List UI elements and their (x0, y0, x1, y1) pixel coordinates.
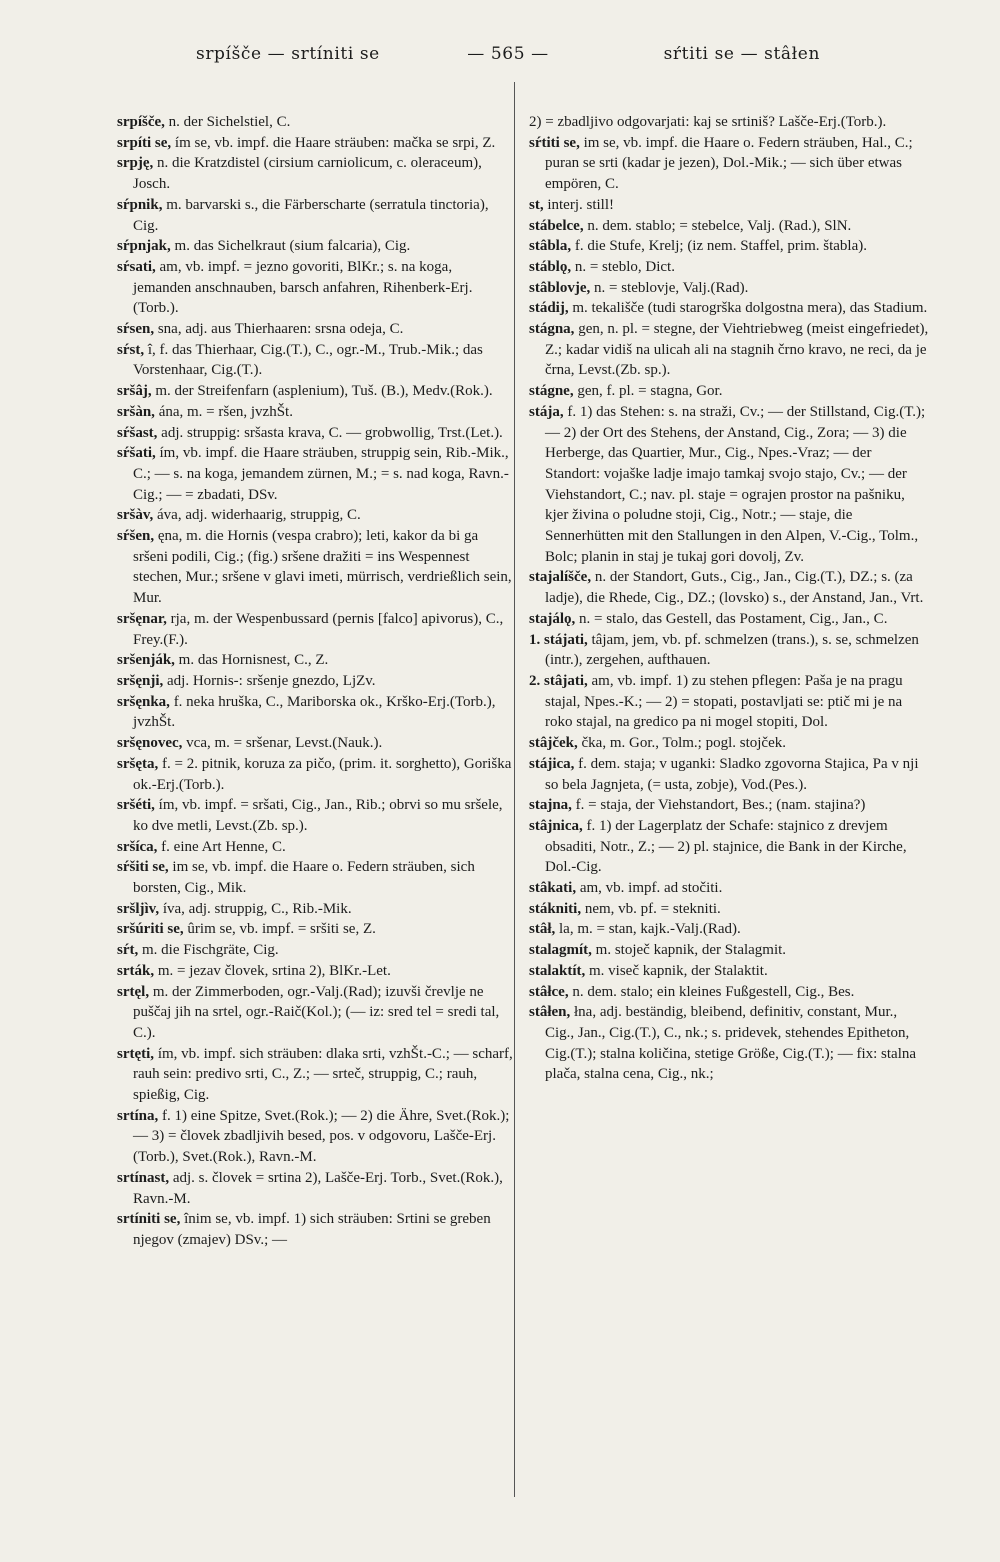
dictionary-entry (117, 857, 513, 898)
entry-definition: f. eine Art Henne, C. (161, 838, 286, 855)
dictionary-entry (117, 961, 513, 982)
page-header (118, 44, 920, 64)
dictionary-entry (117, 443, 513, 505)
dictionary-entry (117, 381, 513, 402)
entry-headword: sršúriti se, (117, 921, 184, 938)
entry-definition: m. das Sichelkraut (sium falcaria), Cig. (174, 238, 411, 255)
page-number: — 565 — (467, 44, 549, 64)
dictionary-entry (117, 919, 513, 940)
dictionary-entry (117, 899, 513, 920)
entry-definition: m. tekališče (tudi starogrška dolgostna mera), das Stadium. (572, 300, 928, 317)
entry-definition: ím, vb. impf. die Haare sträuben, struppig sein, Rib.-Mik., C.; — s. na koga, jemandem zürnen, M.; = s. nad koga, Ravn.-Cig.; — = zbadati, DSv. (133, 445, 509, 503)
entry-definition: f. die Stufe, Krelj; (iz nem. Staffel, prim. štabla). (574, 238, 867, 255)
entry-headword: sŕpnik, (117, 196, 163, 213)
entry-definition: adj. s. človek = srtina 2), Lašče-Erj. Torb., Svet.(Rok.), Ravn.-M. (133, 1169, 503, 1207)
dictionary-entry (529, 630, 929, 671)
entry-definition: m. stoječ kapnik, der Stalagmit. (595, 942, 787, 959)
entry-definition: gen, n. pl. = stegne, der Viehtriebweg (meist eingefriedet), Z.; kadar vidiš na ulicah ali na stagnih črno kravo, ne reci, da je črna, Levst.(Zb. sp.). (545, 321, 929, 379)
entry-definition: interj. still! (547, 196, 615, 213)
entry-definition: n. der Sichelstiel, C. (168, 114, 291, 130)
entry-definition: m. = jezav človek, srtina 2), BlKr.-Let. (157, 962, 391, 979)
entry-definition: sna, adj. aus Thierhaaren: srsna odeja, C. (157, 321, 404, 338)
entry-definition: înim se, vb. impf. 1) sich sträuben: Srtini se greben njegov (zmajev) DSv.; — (133, 1211, 491, 1248)
entry-headword: stákniti, (529, 900, 582, 917)
dictionary-entry (117, 754, 513, 795)
dictionary-entry (529, 402, 929, 568)
header-left-guideword: srpíšče — srtíniti se (196, 44, 380, 64)
dictionary-entry (529, 961, 929, 982)
entry-definition: im se, vb. impf. die Haare o. Federn sträuben, Hal., C.; puran se srti (kadar je jezen), Dol.-Mik.; — sich über etwas empören, C. (545, 134, 913, 193)
dictionary-entry (117, 505, 513, 526)
entry-definition: la, m. = stan, kajk.-Valj.(Rad). (559, 921, 741, 938)
entry-headword: stájica, (529, 755, 575, 772)
entry-definition: am, vb. impf. ad stočiti. (579, 880, 723, 897)
entry-definition: f. 1) der Lagerplatz der Schafe: stajnico z drevjem obsaditi, Notr., Z.; — 2) pl. stajnice, die Bank in der Kirche, Dol.-Cig. (545, 817, 907, 876)
dictionary-entry (117, 153, 513, 194)
entry-definition: am, vb. impf. = jezno govoriti, BlKr.; s. na koga, jemanden anschnauben, barsch anfahren, Rihenberk-Erj.(Torb.). (133, 258, 473, 317)
entry-headword: stâkati, (529, 880, 577, 897)
dictionary-entry (117, 195, 513, 236)
entry-headword: sŕsati, (117, 258, 156, 275)
entry-headword: sŕšiti se, (117, 859, 169, 876)
left-column (117, 112, 513, 1251)
entry-headword: sršęnovec, (117, 735, 183, 752)
dictionary-entry (117, 112, 513, 133)
dictionary-entry (529, 733, 929, 754)
entry-headword: 1. stájati, (529, 631, 588, 648)
dictionary-entry (529, 278, 929, 299)
dictionary-entry (529, 381, 929, 402)
dictionary-entry (117, 609, 513, 650)
dictionary-entry (117, 319, 513, 340)
entry-definition: ím se, vb. impf. die Haare sträuben: mačka se srpi, Z. (174, 134, 496, 151)
entry-headword: stâłen, (529, 1004, 571, 1021)
entry-definition: n. der Standort, Guts., Cig., Jan., Cig.(T.), DZ.; s. (za ladje), die Rhede, Cig., DZ.; (lovsko) s., der Anstand, Jan., Vrt. (545, 569, 924, 607)
entry-definition: n. = stalo, das Gestell, das Postament, Cig., Jan., C. (579, 610, 888, 627)
entry-headword: sršéti, (117, 797, 155, 814)
entry-headword: sŕpnjak, (117, 238, 171, 255)
dictionary-entry (529, 133, 929, 195)
dictionary-entry (117, 650, 513, 671)
entry-headword: sŕt, (117, 942, 139, 959)
entry-definition: f. = staja, der Viehstandort, Bes.; (nam. stajina?) (575, 797, 866, 814)
entry-headword: stâjnica, (529, 817, 583, 834)
entry-headword: sršęnji, (117, 672, 164, 689)
entry-definition: am, vb. impf. 1) zu stehen pflegen: Paša je na pragu stajal, Npes.-K.; — 2) = stopati, postavljati se: ptič mi je na roko stajal, na gredico pa ni mogel stopiti, Dol. (545, 672, 903, 731)
entry-headword: srpję, (117, 155, 154, 172)
entry-headword: stâblovje, (529, 279, 591, 296)
dictionary-entry (529, 609, 929, 630)
dictionary-entry (529, 195, 929, 216)
entry-headword: stája, (529, 403, 564, 420)
entry-headword: srták, (117, 962, 155, 979)
entry-headword: sršęnka, (117, 693, 170, 710)
entry-definition: ím, vb. impf. sich sträuben: dlaka srti, vzhŠt.-C.; — scharf, rauh sein: predivo srti, C., Z.; — srteč, struppig, C.; rauh, spießig, Cig. (133, 1045, 513, 1104)
entry-definition: čka, m. Gor., Tolm.; pogl. stojček. (581, 735, 786, 752)
entry-definition: m. der Streifenfarn (asplenium), Tuš. (B.), Medv.(Rok.). (155, 383, 493, 400)
entry-headword: stábelce, (529, 217, 584, 234)
dictionary-entry (529, 298, 929, 319)
entry-definition: łna, adj. beständig, bleibend, definitiv, constant, Mur., Cig., Jan., Cig.(T.), C., nk.; s. pridevek, stehendes Epitheton, Cig.(T.); stalna količina, stetige Größe, Cig.(T.); — fix: stalna plača, stalna cena, Cig., nk.; (545, 1004, 917, 1083)
right-column (529, 112, 929, 1085)
entry-definition: ęna, m. die Hornis (vespa crabro); leti, kakor da bi ga sršeni podili, Cig.; (fig.) sršene dražiti = ins Wespennest stechen, Mur.; sršene v glavi imeti, mürrisch, verdrießlich sein, Mur. (133, 528, 512, 607)
entry-definition: î, f. das Thierhaar, Cig.(T.), C., ogr.-M., Trub.-Mik.; das Vorstenhaar, Cig.(T.). (133, 341, 483, 379)
entry-headword: stajalíšče, (529, 569, 592, 586)
entry-headword: srpíti se, (117, 134, 172, 151)
entry-headword: stâłce, (529, 983, 569, 1000)
entry-definition: m. barvarski s., die Färberscharte (serratula tinctoria), Cig. (133, 196, 489, 234)
dictionary-entry (529, 919, 929, 940)
entry-headword: stáblǫ, (529, 258, 572, 275)
entry-definition: áva, adj. widerhaarig, struppig, C. (157, 507, 361, 524)
entry-definition: rja, m. der Wespenbussard (pernis [falco] apivorus), C., Frey.(F.). (133, 610, 504, 648)
dictionary-entry (529, 816, 929, 878)
dictionary-entry (117, 733, 513, 754)
entry-definition: gen, f. pl. = stagna, Gor. (577, 383, 723, 400)
entry-headword: stalaktít, (529, 962, 586, 979)
entry-headword: srtęl, (117, 983, 150, 1000)
entry-headword: sŕtiti se, (529, 134, 580, 151)
dictionary-entry (529, 982, 929, 1003)
dictionary-entry (117, 671, 513, 692)
column-divider (514, 82, 515, 1497)
entry-definition: adj. struppig: sršasta krava, C. — grobwollig, Trst.(Let.). (161, 424, 503, 441)
dictionary-entry (529, 1002, 929, 1085)
entry-definition: n. dem. stalo; ein kleines Fußgestell, Cig., Bes. (572, 983, 855, 1000)
entry-headword: stágna, (529, 321, 575, 338)
entry-headword: 2. stâjati, (529, 672, 588, 689)
entry-definition: n. = steblovje, Valj.(Rad). (594, 279, 749, 296)
entry-headword: sŕšast, (117, 424, 158, 441)
entry-definition: nem, vb. pf. = stekniti. (584, 900, 721, 917)
dictionary-entry (529, 878, 929, 899)
entry-headword: stâjček, (529, 735, 578, 752)
entry-definition: íva, adj. struppig, C., Rib.-Mik. (162, 900, 352, 917)
entry-headword: stâbla, (529, 238, 572, 255)
entry-headword: stalagmít, (529, 942, 592, 959)
dictionary-entry (117, 1168, 513, 1209)
entry-headword: sršâj, (117, 383, 152, 400)
entry-headword: sršęnar, (117, 610, 167, 627)
entry-definition: adj. Hornis-: sršenje gnezdo, LjZv. (167, 672, 376, 689)
entry-headword: sršljìv, (117, 900, 160, 917)
entry-headword: sŕšati, (117, 445, 156, 462)
entry-headword: sršàv, (117, 507, 154, 524)
dictionary-entry (529, 319, 929, 381)
dictionary-entry (117, 526, 513, 609)
entry-definition: f. = 2. pitnik, koruza za pičo, (prim. it. sorghetto), Goriška ok.-Erj.(Torb.). (133, 755, 512, 793)
entry-headword: sršíca, (117, 838, 158, 855)
dictionary-entry (529, 567, 929, 608)
dictionary-entry (117, 423, 513, 444)
dictionary-entry (117, 1106, 513, 1168)
entry-definition: n. = steblo, Dict. (574, 258, 675, 275)
entry-headword: sršàn, (117, 403, 155, 420)
entry-headword: srtęti, (117, 1045, 155, 1062)
entry-headword: srtíniti se, (117, 1211, 181, 1228)
entry-definition: vca, m. = sršenar, Levst.(Nauk.). (186, 735, 383, 752)
dictionary-entry (117, 133, 513, 154)
entry-headword: sŕsen, (117, 321, 155, 338)
entry-definition: f. 1) das Stehen: s. na straži, Cv.; — der Stillstand, Cig.(T.); — 2) der Ort des Stehens, der Anstand, Cig., Zora; — 3) die Herberge, das Quartier, Mur., Cig., Npes.-Vraz; — der Standort: vojaške ladje imajo tamkaj svojo stajo, Cv.; — der Viehstandort, C.; nav. pl. staje = ograjen prostor na pašniku, kjer živina o poludne stoji, Cig., Notr.; — staje, die Sennerhütten mit den Stallungen in den Alpen, V.-Cig., Tolm., Bolc; planin in staj je tukaj gori dovolj, Zv. (545, 403, 926, 565)
entry-headword: stajna, (529, 797, 572, 814)
dictionary-entry (529, 795, 929, 816)
entry-definition: tâjam, jem, vb. pf. schmelzen (trans.), s. se, schmelzen (intr.), zergehen, aufthauen. (545, 631, 919, 669)
header-right-guideword: sŕtiti se — stâłen (663, 44, 820, 64)
dictionary-entry (529, 257, 929, 278)
dictionary-entry (529, 216, 929, 237)
entry-definition: m. viseč kapnik, der Stalaktit. (589, 962, 768, 979)
dictionary-entry (529, 899, 929, 920)
dictionary-entry (117, 1209, 513, 1250)
entry-headword: stádij, (529, 300, 569, 317)
entry-headword: sršęta, (117, 755, 159, 772)
dictionary-entry (529, 236, 929, 257)
entry-headword: stâł, (529, 921, 556, 938)
dictionary-entry (117, 340, 513, 381)
dictionary-entry (529, 112, 929, 133)
entry-definition: f. neka hruška, C., Mariborska ok., Krško-Erj.(Torb.), jvzhŠt. (133, 693, 496, 731)
entry-headword: sršenják, (117, 652, 175, 669)
entry-headword: st, (529, 196, 544, 213)
entry-headword: srtína, (117, 1107, 159, 1124)
entry-definition: f. 1) eine Spitze, Svet.(Rok.); — 2) die Ähre, Svet.(Rok.); — 3) = človek zbadljivih besed, pos. v odgovoru, Lašče-Erj.(Torb.), Svet.(Rok.), Ravn.-M. (133, 1107, 510, 1166)
dictionary-entry (117, 982, 513, 1044)
entry-definition: f. dem. staja; v uganki: Sladko zgovorna Stajica, Pa v nji so bela Jagnjeta, (= usta, zobje), Vod.(Pes.). (545, 755, 919, 793)
entry-headword: sŕst, (117, 341, 145, 358)
dictionary-entry (117, 402, 513, 423)
dictionary-entry (529, 940, 929, 961)
entry-definition: ána, m. = ršen, jvzhŠt. (158, 403, 293, 420)
entry-headword: srtínast, (117, 1169, 170, 1186)
entry-definition: m. die Fischgräte, Cig. (142, 942, 279, 959)
dictionary-entry (117, 795, 513, 836)
dictionary-entry (529, 754, 929, 795)
entry-headword: srpíšče, (117, 114, 165, 130)
entry-definition: ûrim se, vb. impf. = sršiti se, Z. (187, 921, 376, 938)
dictionary-entry (117, 837, 513, 858)
entry-definition: ím, vb. impf. = sršati, Cig., Jan., Rib.; obrvi so mu sršele, ko dve metli, Levst.(Zb. sp.). (133, 797, 503, 834)
entry-definition: m. das Hornisnest, C., Z. (178, 652, 329, 669)
dictionary-entry (117, 236, 513, 257)
entry-headword: stágne, (529, 383, 574, 400)
dictionary-entry (117, 692, 513, 733)
entry-definition: n. die Kratzdistel (cirsium carniolicum, c. oleraceum), Josch. (133, 155, 482, 193)
entry-definition: 2) = zbadljivo odgovarjati: kaj se srtiniš? Lašče-Erj.(Torb.). (529, 114, 887, 130)
entry-definition: im se, vb. impf. die Haare o. Federn sträuben, sich borsten, Cig., Mik. (133, 859, 475, 897)
dictionary-entry (529, 671, 929, 733)
dictionary-entry (117, 1044, 513, 1106)
dictionary-entry (117, 940, 513, 961)
entry-headword: sŕšen, (117, 528, 155, 545)
entry-definition: m. der Zimmerboden, ogr.-Valj.(Rad); izuvši črevlje ne puščaj jih na srtel, ogr.-Raič(Kol.); (— iz: sred tel = sredi tal, C.). (133, 983, 500, 1041)
entry-definition: n. dem. stablo; = stebelce, Valj. (Rad.), SlN. (587, 217, 852, 234)
dictionary-entry (117, 257, 513, 319)
entry-headword: stajálǫ, (529, 610, 576, 627)
